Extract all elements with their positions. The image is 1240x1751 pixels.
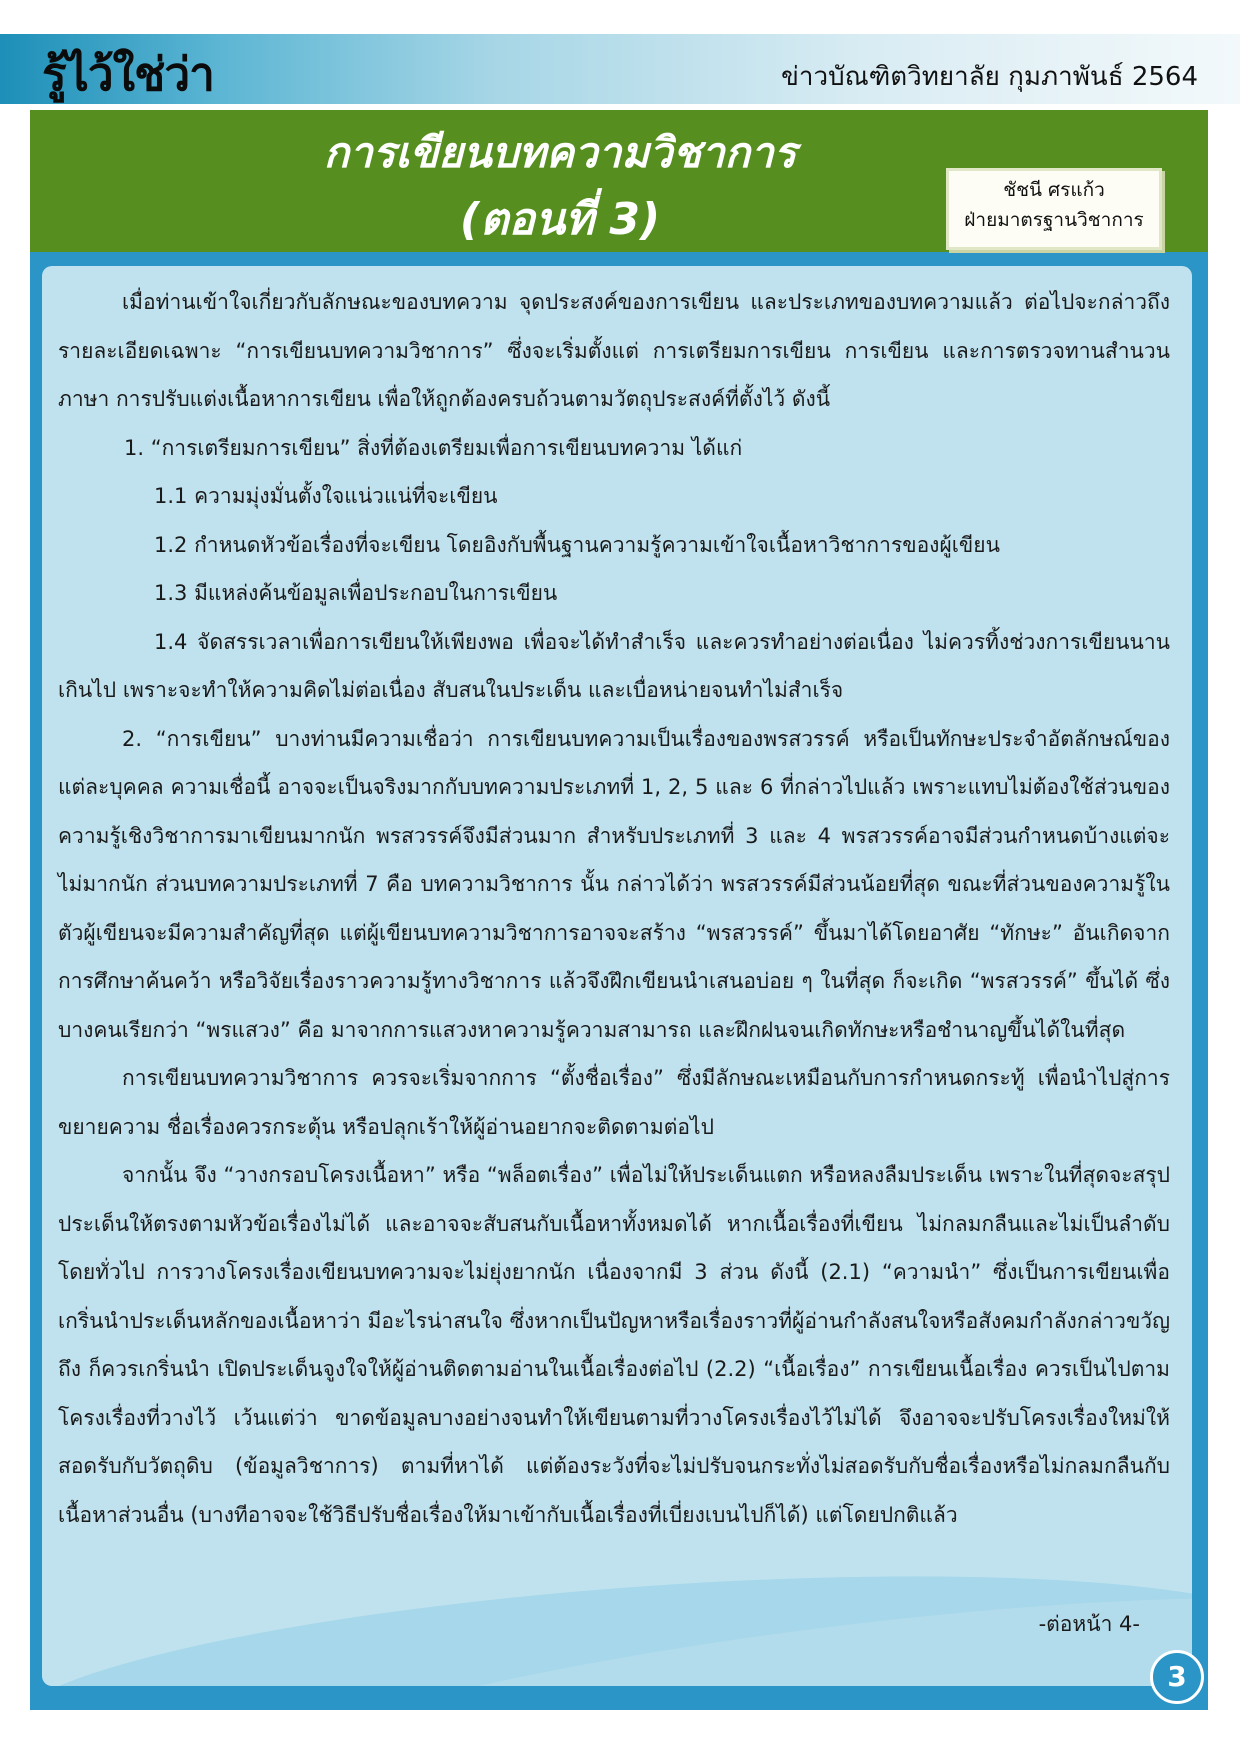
author-box: [946, 168, 1162, 250]
list-item-1-4: 1.4 จัดสรรเวลาเพื่อการเขียนให้เพียงพอ เพื่อจะได้ทำสำเร็จ และควรทำอย่างต่อเนื่อง ไม่ควรทิ้งช่วงการเขียนนานเกินไป เพราะจะทำให้ความคิดไม่ต่อเนื่อง สับสนในประเด็น และเบื่อหน่ายจนทำไม่สำเร็จ: [58, 629, 1170, 702]
paragraph-intro: เมื่อท่านเข้าใจเกี่ยวกับลักษณะของบทความ จุดประสงค์ของการเขียน และประเภทของบทความแล้ว ต่อไปจะกล่าวถึงรายละเอียดเฉพาะ “การเขียนบทความวิชาการ” ซึ่งจะเริ่มตั้งแต่ การเตรียมการเขียน การเขียน และการตรวจทานสำนวนภาษา การปรับแต่งเนื้อหาการเขียน เพื่อให้ถูกต้องครบถ้วนตามวัตถุประสงค์ที่ตั้งไว้ ดังนี้: [58, 290, 1170, 411]
list-item-1: 1. “การเตรียมการเขียน” สิ่งที่ต้องเตรียมเพื่อการเขียนบทความ ได้แก่: [124, 435, 743, 460]
list-item-1-2: 1.2 กำหนดหัวข้อเรื่องที่จะเขียน โดยอิงกับพื้นฐานความรู้ความเข้าใจเนื้อหาวิชาการของผู้เขียน: [154, 532, 1000, 557]
article-title: การเขียนบทความวิชาการ: [323, 128, 797, 177]
paragraph-outline: จากนั้น จึง “วางกรอบโครงเนื้อหา” หรือ “พล็อตเรื่อง” เพื่อไม่ให้ประเด็นแตก หรือหลงลืมประเด็น เพราะในที่สุดจะสรุปประเด็นให้ตรงตามหัวข้อเรื่องไม่ได้ และอาจจะสับสนกับเนื้อหาทั้งหมดได้ หากเนื้อเรื่องที่เขียน ไม่กลมกลืนและไม่เป็นลำดับ โดยทั่วไป การวางโครงเรื่องเขียนบทความจะไม่ยุ่งยากนัก เนื่องจากมี 3 ส่วน ดังนี้ (2.1) “ความนำ” ซึ่งเป็นการเขียนเพื่อเกริ่นนำประเด็นหลักของเนื้อหาว่า มีอะไรน่าสนใจ ซึ่งหากเป็นปัญหาหรือเรื่องราวที่ผู้อ่านกำลังสนใจหรือสังคมกำลังกล่าวขวัญถึง ก็ควรเกริ่นนำ เปิดประเด็นจูงใจให้ผู้อ่านติดตามอ่านในเนื้อเรื่องต่อไป (2.2) “เนื้อเรื่อง” การเขียนเนื้อเรื่อง ควรเป็นไปตามโครงเรื่องที่วางไว้ เว้นแต่ว่า ขาดข้อมูลบางอย่างจนทำให้เขียนตามที่วางโครงเรื่องไว้ไม่ได้ จึงอาจจะปรับโครงเรื่องใหม่ให้สอดรับกับวัตถุดิบ (ข้อมูลวิชาการ) ตามที่หาได้ แต่ต้องระวังที่จะไม่ปรับจนกระทั่งไม่สอดรับกับชื่อเรื่องหรือไม่กลมกลืนกับเนื้อหาส่วนอื่น (บางทีอาจจะใช้วิธีปรับชื่อเรื่องให้มาเข้ากับเนื้อเรื่องที่เบี่ยงเบนไปก็ได้) แต่โดยปกติแล้ว: [58, 1163, 1170, 1527]
paragraph-title: การเขียนบทความวิชาการ ควรจะเริ่มจากการ “ตั้งชื่อเรื่อง” ซึ่งมีลักษณะเหมือนกับการกำหนดกระทู้ เพื่อนำไปสู่การขยายความ ชื่อเรื่องควรกระตุ้น หรือปลุกเร้าให้ผู้อ่านอยากจะติดตามต่อไป: [58, 1066, 1170, 1139]
list-item-1-3: 1.3 มีแหล่งค้นข้อมูลเพื่อประกอบในการเขียน: [154, 581, 558, 605]
article-body: [42, 266, 1192, 1686]
list-item-2: 2. “การเขียน” บางท่านมีความเชื่อว่า การเขียนบทความเป็นเรื่องของพรสวรรค์ หรือเป็นทักษะประจำอัตลักษณ์ของแต่ละบุคคล ความเชื่อนี้ อาจจะเป็นจริงมากกับบทความประเภทที่ 1, 2, 5 และ 6 ที่กล่าวไปแล้ว เพราะแทบไม่ต้องใช้ส่วนของความรู้เชิงวิชาการมาเขียนมากนัก พรสวรรค์จึงมีส่วนมาก สำหรับประเภทที่ 3 และ 4 พรสวรรค์อาจมีส่วนกำหนดบ้างแต่จะไม่มากนัก ส่วนบทความประเภทที่ 7 คือ บทความวิชาการ นั้น กล่าวได้ว่า พรสวรรค์มีส่วนน้อยที่สุด ขณะที่ส่วนของความรู้ในตัวผู้เขียนจะมีความสำคัญที่สุด แต่ผู้เขียนบทความวิชาการอาจจะสร้าง “พรสวรรค์” ขึ้นมาได้โดยอาศัย “ทักษะ” อันเกิดจากการศึกษาค้นคว้า หรือวิจัยเรื่องราวความรู้ทางวิชาการ แล้วจึงฝึกเขียนนำเสนอบ่อย ๆ ในที่สุด ก็จะเกิด “พรสวรรค์” ขึ้นได้ ซึ่งบางคนเรียกว่า “พรแสวง” คือ มาจากการแสวงหาความรู้ความสามารถ และฝึกฝนจนเกิดทักษะหรือชำนาญขึ้นได้ในที่สุด: [58, 726, 1170, 1042]
continued-note: -ต่อหน้า 4-: [1038, 1612, 1140, 1636]
issue-label: ข่าวบัณฑิตวิทยาลัย กุมภาพันธ์ 2564: [781, 62, 1198, 92]
section-title: รู้ไว้ใช่ว่า: [42, 47, 215, 101]
author-department: ฝ่ายมาตรฐานวิชาการ: [964, 209, 1144, 231]
article-part: (ตอนที่ 3): [459, 194, 661, 245]
author-name: ชัชนี ศรแก้ว: [1003, 179, 1105, 201]
list-item-1-1: 1.1 ความมุ่งมั่นตั้งใจแน่วแน่ที่จะเขียน: [154, 484, 498, 508]
page-number: 3: [1150, 1650, 1204, 1704]
